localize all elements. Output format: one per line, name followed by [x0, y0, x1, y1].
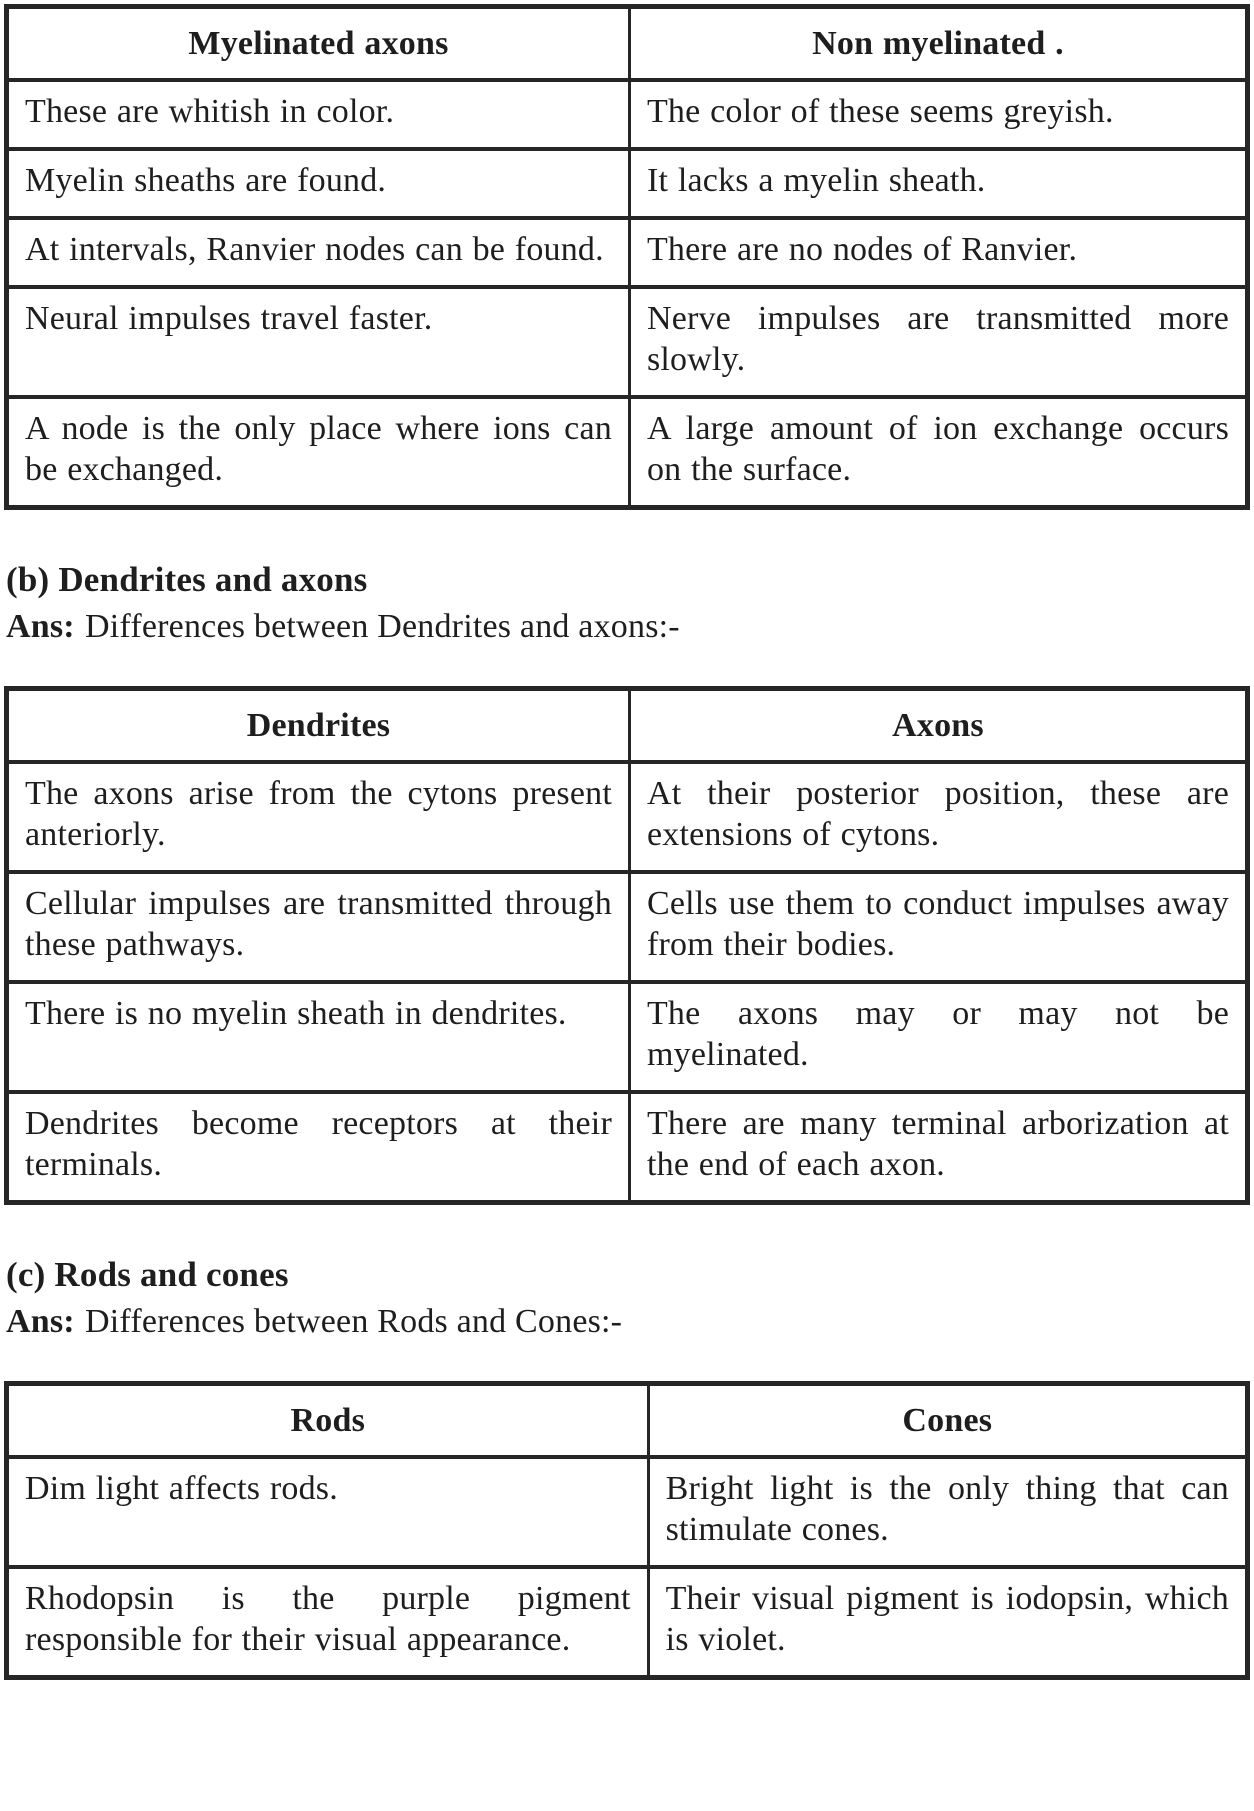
header-cell-myelinated: Myelinated axons [7, 7, 630, 81]
table-header-row [7, 689, 1248, 763]
table-cell: Cellular impulses are transmitted through these pathways. [7, 872, 630, 982]
header-cell-nonmyelinated: Non myelinated . [629, 7, 1247, 81]
section-b-heading: (b) Dendrites and axons [6, 560, 368, 599]
section-c [6, 1251, 1248, 1345]
answer-text: Differences between Rods and Cones:- [85, 1303, 623, 1340]
table-row [7, 1457, 1248, 1567]
table-cell: The axons may or may not be myelinated. [629, 982, 1247, 1092]
answer-label: Ans: [6, 608, 75, 645]
table-cell: There are many terminal arborization at the end of each axon. [629, 1092, 1247, 1203]
table-cell: The axons arise from the cytons present anteriorly. [7, 762, 630, 872]
table-cell: These are whitish in color. [7, 80, 630, 149]
table-cell: Cells use them to conduct impulses away from their bodies. [629, 872, 1247, 982]
table-row [7, 80, 1248, 149]
table-cell: Dendrites become receptors at their terminals. [7, 1092, 630, 1203]
table-header-row [7, 7, 1248, 81]
answer-label: Ans: [6, 1303, 75, 1340]
header-cell-cones: Cones [648, 1384, 1247, 1458]
table-myelinated-vs-nonmyelinated [4, 4, 1250, 510]
table-row [7, 1567, 1248, 1678]
table-row [7, 872, 1248, 982]
table-header-row [7, 1384, 1248, 1458]
table-rods-vs-cones [4, 1381, 1250, 1680]
table-cell: Bright light is the only thing that can stimulate cones. [648, 1457, 1247, 1567]
section-b-answer-line [6, 603, 1248, 650]
table-cell: At their posterior position, these are extensions of cytons. [629, 762, 1247, 872]
table-cell: It lacks a myelin sheath. [629, 149, 1247, 218]
answer-text: Differences between Dendrites and axons:- [85, 608, 680, 645]
table-cell: There are no nodes of Ranvier. [629, 218, 1247, 287]
header-cell-rods: Rods [7, 1384, 649, 1458]
table-cell: A node is the only place where ions can be exchanged. [7, 397, 630, 508]
section-b [6, 556, 1248, 650]
table-row [7, 287, 1248, 397]
table-cell: Neural impulses travel faster. [7, 287, 630, 397]
table-cell: A large amount of ion exchange occurs on the surface. [629, 397, 1247, 508]
table-row [7, 982, 1248, 1092]
table-cell: At intervals, Ranvier nodes can be found. [7, 218, 630, 287]
table-cell: Dim light affects rods. [7, 1457, 649, 1567]
table-cell: Nerve impulses are transmitted more slowly. [629, 287, 1247, 397]
header-cell-dendrites: Dendrites [7, 689, 630, 763]
table-cell: Rhodopsin is the purple pigment responsible for their visual appearance. [7, 1567, 649, 1678]
table-cell: The color of these seems greyish. [629, 80, 1247, 149]
header-cell-axons: Axons [629, 689, 1247, 763]
table-row [7, 762, 1248, 872]
table-row [7, 218, 1248, 287]
table-row [7, 397, 1248, 508]
table-cell: Their visual pigment is iodopsin, which is violet. [648, 1567, 1247, 1678]
section-c-heading: (c) Rods and cones [6, 1255, 289, 1294]
section-c-answer-line [6, 1298, 1248, 1345]
table-cell: There is no myelin sheath in dendrites. [7, 982, 630, 1092]
table-row [7, 1092, 1248, 1203]
table-dendrites-vs-axons [4, 686, 1250, 1205]
table-cell: Myelin sheaths are found. [7, 149, 630, 218]
table-row [7, 149, 1248, 218]
